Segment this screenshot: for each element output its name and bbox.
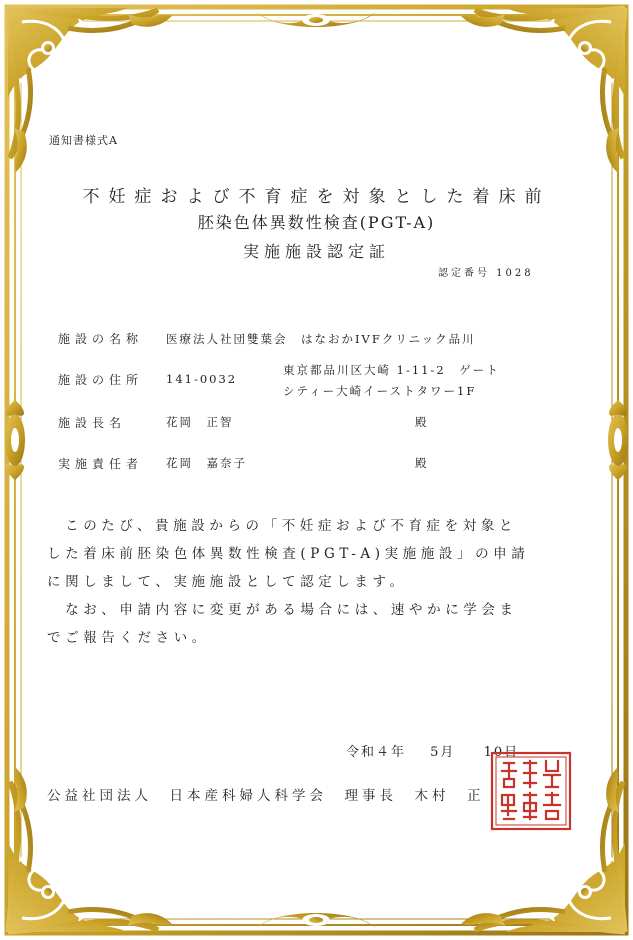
manager-name: 花岡 嘉奈子 (166, 456, 247, 470)
issue-date-day: 10日 (483, 745, 520, 760)
facility-address-label: 施設の住所 (58, 373, 144, 387)
manager-label: 実施責任者 (58, 457, 144, 471)
certificate-title-line3: 実施施設認定証 (242, 242, 390, 261)
issuer-line: 公益社団法人 日本産科婦人科学会 理事長 木村 正 (47, 788, 485, 804)
certificate-title-line1: 不妊症および不育症を対象とした着床前 (82, 187, 551, 207)
director-name: 花岡 正智 (166, 415, 234, 429)
body-line: でご報告ください。 (47, 630, 210, 646)
form-label: 通知書様式A (49, 134, 118, 147)
facility-name-value: 医療法人社団雙葉会 はなおかIVFクリニック品川 (166, 332, 476, 346)
postal-code: 141-0032 (166, 372, 238, 386)
manager-honorific: 殿 (415, 456, 429, 470)
address-line2: シティー大崎イーストタワー1F (283, 384, 477, 398)
body-line: に関しまして、実施施設として認定します。 (47, 574, 408, 590)
issue-date-month: 5月 (430, 745, 456, 760)
address-line1: 東京都品川区大崎 1-11-2 ゲート (283, 363, 500, 377)
certificate-title-line2: 胚染色体異数性検査(PGT-A) (197, 213, 436, 232)
official-seal (490, 751, 572, 831)
certificate-body (47, 512, 587, 652)
issue-date-year: 令和４年 (346, 745, 407, 760)
director-label: 施設長名 (58, 416, 127, 430)
body-line: した着床前胚染色体異数性検査(PGT-A)実施施設」の申請 (47, 546, 530, 562)
body-line: なお、申請内容に変更がある場合には、速やかに学会ま (47, 602, 518, 618)
body-line: このたび、貴施設からの「不妊症および不育症を対象と (47, 518, 518, 534)
director-honorific: 殿 (415, 415, 429, 429)
facility-name-label: 施設の名称 (58, 332, 144, 346)
certificate-number: 認定番号 1028 (438, 268, 534, 279)
